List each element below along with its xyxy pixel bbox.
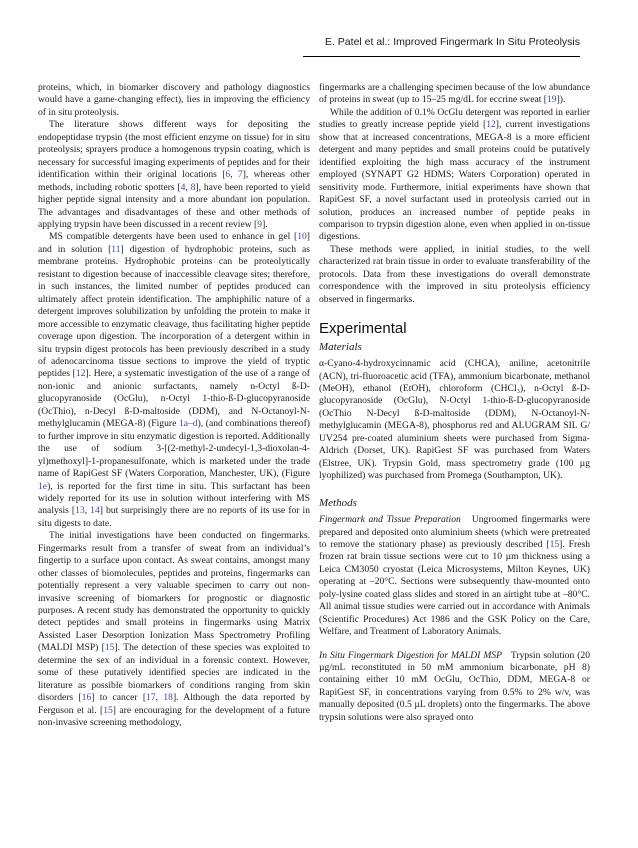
text-run: ], have been reported to yield higher peptide signal intensity and a more abundant ion population. The advantages and disadvantages of these and other methods of applying trypsin have been discussed in a recent review [ (38, 181, 310, 230)
text-run: ]. The detection of these species was exploited to determine the sex of an individual in a forensic context. However, some of these putatively identified species are indicated in the literature as possible biomarkers of conditions ranging from skin disorders [ (38, 642, 310, 704)
text-run: ], whereas other methods, including robotic spotters [ (38, 169, 311, 193)
citation-link[interactable]: 10 (297, 231, 307, 243)
text-run: Ungroomed fingermarks were prepared and deposited onto aluminium sheets (which were pretreated to remove the stationary phase) as previously described [ (319, 514, 590, 550)
citation-link[interactable]: 4 (180, 181, 186, 193)
left-column (38, 82, 310, 730)
text-run: These methods were applied, in initial studies, to the well characterized rat brain tissue in order to evaluate transferability of the protocols. Data from these investigations do overall demonstrate correspondence with the improved in situ proteolysis efficiency observed in fingermarks. (319, 243, 590, 305)
text-run: ] digestion of hydrophobic proteins, such as membrane proteins. Hydrophobic proteins can be proteolytically resistant to digestion because of inaccessible cleavage sites; therefore, in such instances, the limited number of peptides produced can ultimately affect protein identification. The amphiphilic nature of a detergent improves solubilization by unfolding the protein to make it more accessible to enzymatic cleavage, thus facilitating higher peptide coverage upon digestion. The incorporation of a detergent within in situ trypsin digest protocols has been previously described in a study of adenocarcinoma tissue sections to improve the yield of tryptic peptides [ (38, 243, 310, 380)
text-run: α-Cyano-4-hydroxycinnamic acid (CHCA), aniline, acetonitrile (ACN), tri-fluoroacetic acid (TFA), ammonium bicarbonate, methanol (MeOH), ethanol (EtOH), chloroform (CHCl₃), n-Octyl ß-D-glucopyranoside (OcGlu), N-Octyl 1-thio-ß-D-glucopyranoside (OcThio N-Decyl ß-D-maltoside (DDM), N-Octanoyl-N-methylglucamin (MEGA-8), phosphorus red and ALUGRAM SIL G/ UV254 pre-coated aluminium sheets were purchased from Sigma-Aldrich (Dorset, UK). RapiGest SF was purchased from Waters (Elstree, UK). Trypsin Gold, mass spectrometry grade (100 µg lyophilized) was purchased from Promega (Southampton, UK). (319, 358, 590, 482)
paragraph-fingermark-prep (319, 514, 590, 639)
text-run: ] but surprisingly there are no reports of its use for in situ digests to date. (38, 505, 310, 529)
paragraph (38, 119, 310, 231)
text-run: , (230, 169, 238, 181)
citation-link[interactable]: 19 (546, 94, 557, 106)
paragraph (319, 244, 590, 306)
text-run: proteins, which, in biomarker discovery and pathology diagnostics would have a game-changing effect), lies in improving the efficiency of in situ proteolysis. (38, 82, 310, 118)
text-run: , (84, 505, 91, 517)
citation-link[interactable]: 7 (237, 169, 243, 181)
runin-heading-insitu: In Situ Fingermark Digestion for MALDI MSP (319, 649, 502, 661)
runin-heading-fingermark: Fingermark and Tissue Preparation (319, 514, 461, 526)
text-run: ], current investigations show that at increased concentrations, MEGA-8 is a more efficient detergent and many peptides and small proteins could be putatively identified exploiting the high mass accuracy of the instrument employed (SYNAPT G2 HDMS; Waters Corporation) operated in sensitivity mode. Furthermore, initial experiments have shown that RapiGest SF, a novel surfactant used in proteolysis carried out in solution, produces an increased number of peptide peaks in comparison to trypsin digestion alone, even when applied in on-tissue digestions. (319, 119, 590, 243)
text-run: Trypsin solution (20 µg/mL reconstituted in 50 mM ammonium bicarbonate, pH 8) containing either 10 mM OcGlu, OcThio, DDM, MEGA-8 or RapiGest SF, in concentrations varying from 0.5% to 2% w/v, was manually deposited (0.5 µL droplets) onto the fingermarks. The above trypsin solutions were also sprayed onto (319, 649, 590, 723)
text-run: ]). (556, 94, 566, 106)
text-run: , (185, 181, 191, 193)
text-run: fingermarks are a challenging specimen because of the low abundance of proteins in sweat (up to 15–25 mg/dL for eccrine sweat [ (319, 82, 590, 106)
citation-link[interactable]: 13 (75, 505, 85, 517)
citation-link[interactable]: 12 (486, 119, 496, 131)
text-run: ]. (262, 218, 268, 230)
section-heading-experimental: Experimental (319, 320, 407, 338)
running-header: E. Patel et al.: Improved Fingermark In Situ Proteolysis (324, 36, 580, 48)
text-run: ] are encouraging for the development of a future non-invasive screening methodology, (38, 704, 310, 729)
text-run: ]. Here, a systematic investigation of the use of a range of non-ionic and anionic surfactants, namely n-Octyl ß-D-glucopyranoside (OcGlu), n-Octyl 1-thio-ß-D-glucopyranoside (OcThio), n-Decyl ß-D-maltoside (DDM), and N-Octanoyl-N-methylglucamin (MEGA-8) (Figure (38, 368, 310, 430)
paragraph (319, 107, 590, 244)
text-run: ] and in solution [ (38, 231, 310, 255)
text-run: , (155, 692, 164, 704)
text-run: ]. Fresh frozen rat brain tissue sections were cut to 10 µm thickness using a Leica CM3050 cryostat (Leica Microsystems, Milton Keynes, UK) operating at –20°C. Sections were subsequently thaw-mounted onto poly-lysine coated glass slides and stored in an airtight tube at –80°C. All animal tissue studies were carried out in accordance with Animals (Scientific Procedures) Act 1986 and the GSK Policy on the Care, Welfare, and Treatment of Laboratory Animals. (319, 538, 590, 638)
text-run: ), is reported for the first time in situ. This surfactant has been widely reported for its use in solution without interfering with MS analysis [ (38, 480, 310, 517)
paragraph (38, 82, 310, 119)
text-run: While the addition of 0.1% OcGlu detergent was reported in earlier studies to greatly increase peptide yield [ (319, 106, 590, 131)
subheading-methods: Methods (319, 496, 357, 509)
citation-link[interactable]: 8 (190, 181, 196, 193)
text-run: ]. Although the data reported by Ferguson et al. [ (38, 692, 310, 716)
text-run: The initial investigations have been conducted on fingermarks. Fingermarks result from a transfer of sweat from an individual’s fingertip to a surface upon contact. As sweat contains, amongst many other classes of biomolecules, peptides and proteins, fingermarks can potentially represent a very valuable specimen to carry out non-invasive screening of biomarkers for prognostic or diagnostic purposes. A recent study has demonstrated the opportunity to quickly detect peptides and small proteins in fingermarks using Matrix Assisted Laser Desorption Ionization Mass Spectrometry Profiling (MALDI MSP) [ (38, 530, 310, 654)
subheading-materials: Materials (319, 340, 362, 353)
text-run: ), (and combinations thereof) to further improve in situ enzymatic digestion is reported. Additionally the use of sodium 3-[(2-methyl-2-undecyl-1,3-dioxolan-4-yl)methoxyl]-1-propanesulfonate, which is marketed under the trade name of RapiGest SF (Waters Corporation, Manchester, UK), (Figure (38, 418, 310, 480)
paragraph-materials (319, 358, 590, 483)
citation-link[interactable]: 11 (111, 243, 121, 255)
paragraph (38, 231, 310, 530)
paragraph-insitu-digestion (319, 650, 590, 725)
citation-link[interactable]: 14 (90, 505, 100, 517)
citation-link[interactable]: 17 (146, 692, 156, 704)
citation-link[interactable]: 1e (38, 480, 48, 492)
text-run: The literature shows different ways for depositing the endopeptidase trypsin (the most efficient enzyme on tissue) for in situ proteolysis; sprayers produce a homogenous trypsin coating, which is necessary for successful imaging experiments of peptides and for their identification within their original locations [ (38, 119, 310, 181)
right-column (319, 82, 590, 724)
text-run: ] to cancer [ (91, 692, 147, 704)
citation-link[interactable]: 6 (225, 169, 231, 181)
citation-link[interactable]: 15 (549, 538, 560, 550)
header-rule (303, 56, 580, 57)
citation-link[interactable]: 12 (75, 368, 86, 380)
fingermark-text (319, 514, 590, 637)
citation-link[interactable]: 15 (104, 642, 115, 654)
citation-link[interactable]: 9 (257, 218, 263, 230)
paragraph (319, 82, 590, 107)
citation-link[interactable]: 15 (103, 704, 113, 716)
citation-link[interactable]: 1a–d (178, 418, 198, 430)
citation-link[interactable]: 18 (163, 692, 173, 704)
citation-link[interactable]: 16 (81, 692, 92, 704)
paragraph (38, 530, 310, 729)
text-run: MS compatible detergents have been used to enhance in gel [ (49, 231, 298, 243)
